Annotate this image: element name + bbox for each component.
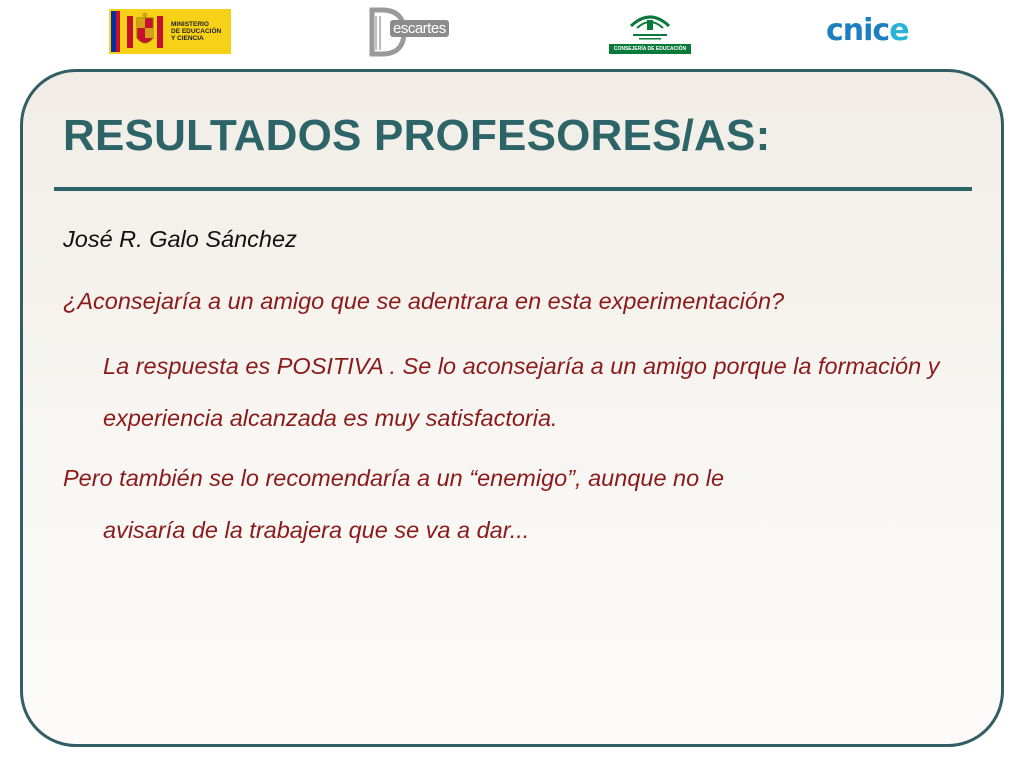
title-divider — [54, 187, 972, 191]
survey-answer: La respuesta es POSITIVA . Se lo aconsejaría a un amigo porque la formación y experiencia alcanzada es muy satisfactoria. — [103, 353, 940, 431]
additional-comment — [63, 452, 943, 556]
junta-andalucia-logo — [609, 6, 691, 54]
header-logos — [0, 0, 1024, 62]
coat-of-arms-icon — [123, 12, 167, 52]
descartes-logo — [368, 6, 470, 58]
author-name: José R. Galo Sánchez — [63, 226, 297, 252]
junta-logo-text: CONSEJERÍA DE EDUCACIÓN — [609, 44, 691, 54]
cnice-logo — [826, 13, 909, 49]
junta-emblem-icon — [609, 6, 691, 44]
cnice-logo-text: cnic — [826, 13, 890, 48]
flag-stripe-red — [116, 11, 120, 52]
additional-comment-line1: Pero también se lo recomendaría a un “enemigo”, aunque no le — [63, 465, 725, 491]
cnice-logo-text-e: e — [889, 13, 909, 48]
descartes-logo-text: escartes — [390, 20, 449, 37]
ministerio-logo-text: MINISTERIO DE EDUCACIÓN Y CIENCIA — [171, 21, 222, 42]
slide-title: RESULTADOS PROFESORES/AS: — [63, 111, 771, 160]
ministerio-logo — [109, 9, 231, 54]
survey-question: ¿Aconsejaría a un amigo que se adentrara en esta experimentación? — [63, 288, 785, 314]
additional-comment-line2: avisaría de la trabajera que se va a dar... — [103, 517, 530, 543]
